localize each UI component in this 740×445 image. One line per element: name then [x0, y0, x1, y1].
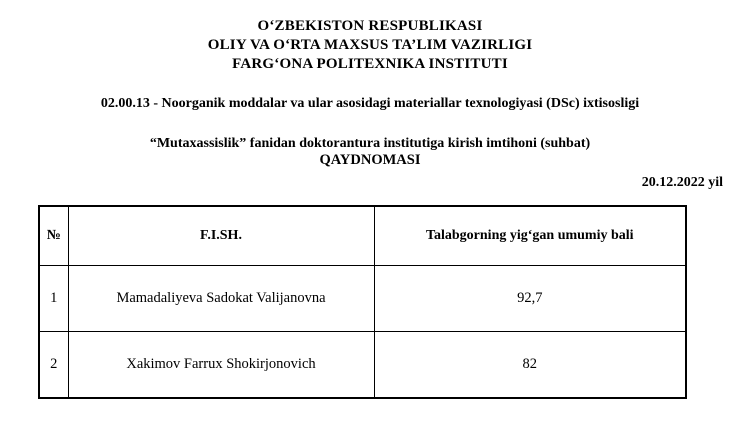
institution-line-country: OʻZBEKISTON RESPUBLIKASI — [257, 18, 483, 34]
institution-line-institute: FARGʻONA POLITEXNIKA INSTITUTI — [232, 56, 508, 72]
exam-subtitle: “Mutaxassislik” fanidan doktorantura institutiga kirish imtihoni (suhbat) — [149, 136, 591, 151]
institution-line-ministry: OLIY VA OʻRTA MAXSUS TA’LIM VAZIRLIGI — [207, 37, 533, 53]
specialty-line: 02.00.13 - Noorganik moddalar va ular asosidagi materiallar texnologiyasi (DSc) ixtisosligi — [100, 96, 640, 111]
col-header-number: № — [39, 206, 68, 265]
name-cell: Xakimov Farrux Shokirjonovich — [68, 331, 374, 398]
score-cell: 92,7 — [374, 265, 686, 331]
row-number-cell: 1 — [39, 265, 68, 331]
document-date: 20.12.2022 yil — [641, 175, 723, 190]
table-header-row — [39, 206, 686, 265]
col-header-name: F.I.SH. — [68, 206, 374, 265]
results-table — [38, 205, 687, 399]
col-header-score: Talabgorning yigʻgan umumiy bali — [374, 206, 686, 265]
name-cell: Mamadaliyeva Sadokat Valijanovna — [68, 265, 374, 331]
protocol-title: QAYDNOMASI — [319, 152, 421, 168]
score-cell: 82 — [374, 331, 686, 398]
table-row — [39, 331, 686, 398]
table-row — [39, 265, 686, 331]
row-number-cell: 2 — [39, 331, 68, 398]
institution-header — [0, 0, 740, 74]
